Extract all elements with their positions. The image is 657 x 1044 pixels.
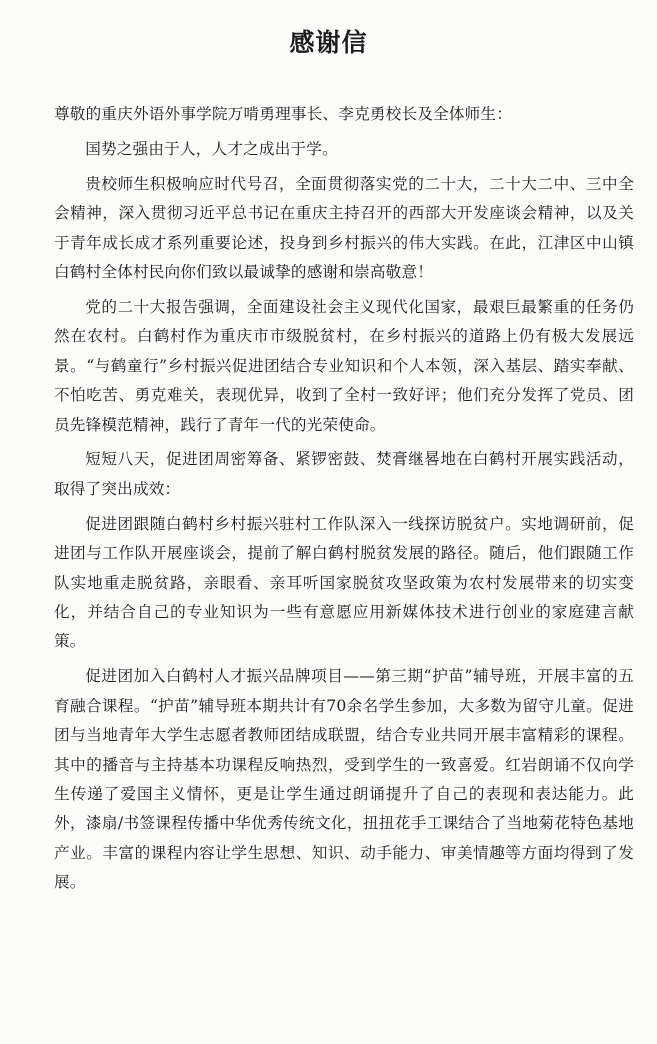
letter-body	[54, 100, 634, 903]
paragraph-2: 贵校师生积极响应时代号召，全面贯彻落实党的二十大，二十大二中、三中全会精神，深入贯彻习近平总书记在重庆主持召开的西部大开发座谈会精神，以及关于青年成长成才系列重要论述，投身到乡村振兴的伟大实践。在此，江津区中山镇白鹤村全体村民向你们致以最诚挚的感谢和崇高敬意！	[54, 174, 634, 282]
letter-title: 感谢信	[289, 28, 368, 57]
paragraph-1: 国势之强由于人，人才之成出于学。	[85, 139, 338, 158]
paragraph-3: 党的二十大报告强调，全面建设社会主义现代化国家，最艰巨最繁重的任务仍然在农村。白鹤村作为重庆市市级脱贫村，在乡村振兴的道路上仍有极大发展远景。“与鹤童行”乡村振兴促进团结合专业知识和个人本领，深入基层、踏实奉献、不怕吃苦、勇克难关，表现优异，收到了全村一致好评；他们充分发挥了党员、团员先锋模范精神，践行了青年一代的光荣使命。	[54, 297, 634, 434]
paragraph-6: 促进团加入白鹤村人才振兴品牌项目——第三期“护苗”辅导班，开展丰富的五育融合课程。“护苗”辅导班本期共计有70余名学生参加，大多数为留守儿童。促进团与当地青年大学生志愿者教师团结成联盟，结合专业共同开展丰富精彩的课程。其中的播音与主持基本功课程反响热烈，受到学生的一致喜爱。红岩朗诵不仅向学生传递了爱国主义情怀，更是让学生通过朗诵提升了自己的表现和表达能力。此外，漆扇/书签课程传播中华优秀传统文化，扭扭花手工课结合了当地菊花特色基地产业。丰富的课程内容让学生思想、知识、动手能力、审美情趣等方面均得到了发展。	[54, 667, 634, 892]
paragraph-5: 促进团跟随白鹤村乡村振兴驻村工作队深入一线探访脱贫户。实地调研前，促进团与工作队开展座谈会，提前了解白鹤村脱贫发展的路径。随后，他们跟随工作队实地重走脱贫路，亲眼看、亲耳听国家脱贫攻坚政策为农村发展带来的切实变化，并结合自己的专业知识为一些有意愿应用新媒体技术进行创业的家庭建言献策。	[54, 514, 634, 651]
salutation: 尊敬的重庆外语外事学院万啃勇理事长、李克勇校长及全体师生：	[54, 105, 513, 123]
paragraph-4: 短短八天，促进团周密筹备、紧锣密鼓、焚膏继晷地在白鹤村开展实践活动，取得了突出成效：	[54, 450, 634, 498]
